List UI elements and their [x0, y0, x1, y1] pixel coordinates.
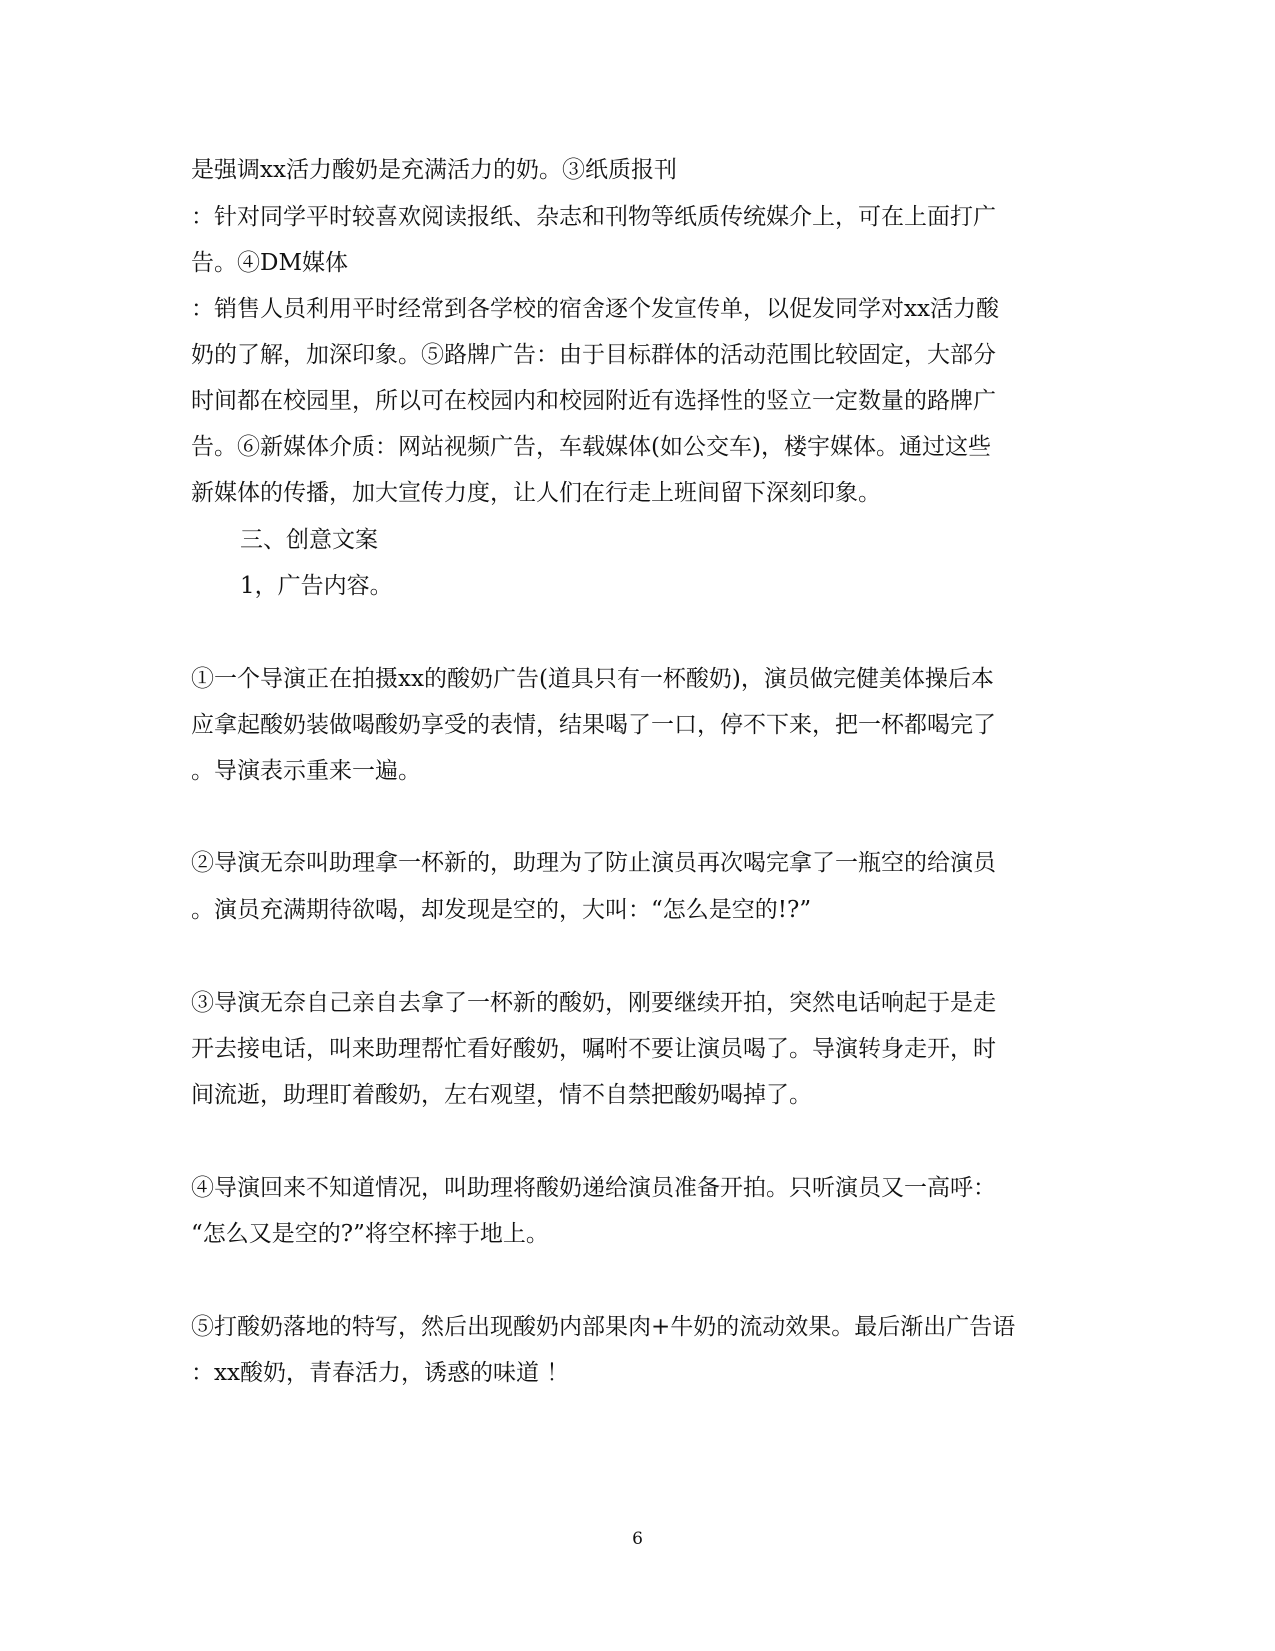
scene-5-line: ⑤打酸奶落地的特写，然后出现酸奶内部果肉+牛奶的流动效果。最后渐出广告语 — [191, 1314, 1016, 1340]
body-line: 新媒体的传播，加大宣传力度，让人们在行走上班间留下深刻印象。 — [191, 480, 881, 506]
section-heading: 三、创意文案 — [240, 527, 378, 553]
subsection-heading: 1，广告内容。 — [240, 573, 393, 599]
body-line: 告。⑥新媒体介质：网站视频广告，车载媒体(如公交车)，楼宇媒体。通过这些 — [191, 434, 991, 460]
scene-2-line: 。演员充满期待欲喝，却发现是空的，大叫：“怎么是空的!?” — [191, 897, 812, 923]
scene-2-line: ②导演无奈叫助理拿一杯新的，助理为了防止演员再次喝完拿了一瓶空的给演员 — [191, 850, 996, 876]
body-line: 告。④DM媒体 — [191, 250, 348, 276]
scene-4-line: ④导演回来不知道情况，叫助理将酸奶递给演员准备开拍。只听演员又一高呼： — [191, 1175, 996, 1201]
body-line: 时间都在校园里，所以可在校园内和校园附近有选择性的竖立一定数量的路牌广 — [191, 388, 996, 414]
scene-1-line: ①一个导演正在拍摄xx的酸奶广告(道具只有一杯酸奶)，演员做完健美体操后本 — [191, 666, 994, 692]
page-number: 6 — [632, 1529, 643, 1549]
body-line: 奶的了解，加深印象。⑤路牌广告：由于目标群体的活动范围比较固定，大部分 — [191, 342, 996, 368]
scene-1-line: 。导演表示重来一遍。 — [191, 758, 421, 784]
body-line: 是强调xx活力酸奶是充满活力的奶。③纸质报刊 — [191, 157, 677, 183]
body-line: ：销售人员利用平时经常到各学校的宿舍逐个发宣传单，以促发同学对xx活力酸 — [191, 296, 999, 322]
scene-3-line: 开去接电话，叫来助理帮忙看好酸奶，嘱咐不要让演员喝了。导演转身走开，时 — [191, 1036, 996, 1062]
body-line: ：针对同学平时较喜欢阅读报纸、杂志和刊物等纸质传统媒介上，可在上面打广 — [191, 204, 996, 230]
scene-4-line: “怎么又是空的?”将空杯摔于地上。 — [191, 1221, 549, 1247]
scene-3-line: ③导演无奈自己亲自去拿了一杯新的酸奶，刚要继续开拍，突然电话响起于是走 — [191, 990, 996, 1016]
scene-3-line: 间流逝，助理盯着酸奶，左右观望，情不自禁把酸奶喝掉了。 — [191, 1082, 812, 1108]
scene-5-line: ：xx酸奶，青春活力，诱惑的味道 ！ — [191, 1360, 570, 1386]
scene-1-line: 应拿起酸奶装做喝酸奶享受的表情，结果喝了一口，停不下来，把一杯都喝完了 — [191, 712, 996, 738]
